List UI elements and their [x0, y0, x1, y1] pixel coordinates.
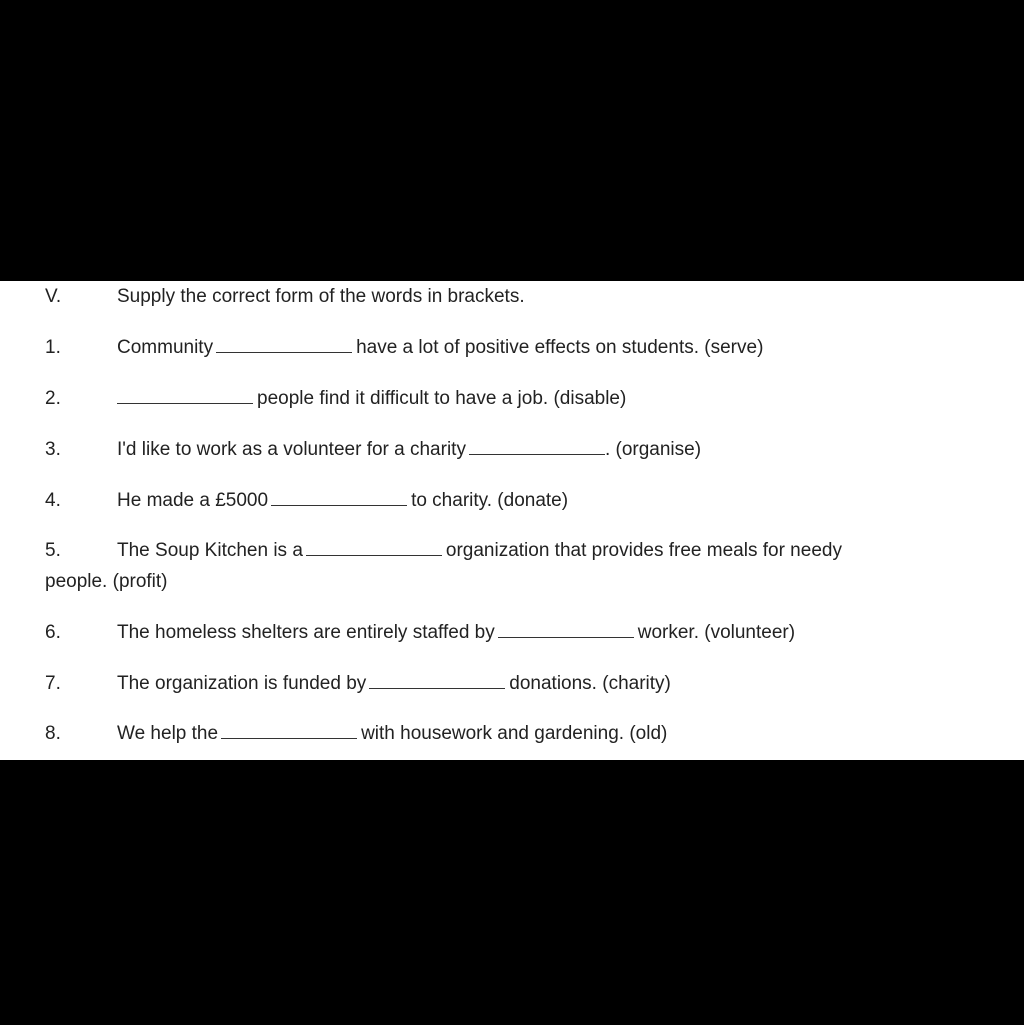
answer-blank[interactable] — [369, 678, 505, 689]
question-number: 4. — [45, 490, 61, 511]
question-text-before: Community — [117, 337, 214, 358]
question-text-before: We help the — [117, 723, 219, 744]
question-number: 8. — [45, 723, 61, 744]
question-text-before: He made a £5000 — [117, 490, 269, 511]
answer-blank[interactable] — [498, 627, 634, 638]
question-text-after: organization that provides free meals for needy — [445, 540, 842, 561]
answer-blank[interactable] — [216, 342, 352, 353]
question-text-after: people find it difficult to have a job. (disable) — [257, 388, 627, 409]
answer-blank[interactable] — [306, 545, 442, 556]
worksheet — [0, 281, 1024, 760]
question-text-before: The organization is funded by — [117, 673, 367, 694]
question-text-before: I'd like to work as a volunteer for a charity — [117, 439, 466, 460]
question-text-before: The homeless shelters are entirely staffed by — [117, 622, 495, 643]
question-number: 5. — [45, 540, 61, 561]
question-text-after: worker. (volunteer) — [637, 622, 796, 643]
question-text-after: have a lot of positive effects on students. (serve) — [356, 337, 764, 358]
question-number: 6. — [45, 622, 61, 643]
answer-blank[interactable] — [271, 495, 407, 506]
heading-number: V. — [45, 286, 62, 307]
question-text-continuation: people. (profit) — [45, 571, 168, 592]
question-text-after: with housework and gardening. (old) — [361, 723, 668, 744]
question-text-before: The Soup Kitchen is a — [117, 540, 303, 561]
question-number: 2. — [45, 388, 61, 409]
answer-blank[interactable] — [117, 393, 253, 404]
question-text-after: . (organise) — [604, 439, 702, 460]
question-text-after: donations. (charity) — [509, 673, 671, 694]
question-text-after: to charity. (donate) — [411, 490, 569, 511]
question-number: 3. — [45, 439, 61, 460]
question-number: 7. — [45, 673, 61, 694]
question-number: 1. — [45, 337, 61, 358]
answer-blank[interactable] — [469, 444, 605, 455]
answer-blank[interactable] — [221, 728, 357, 739]
heading-text: Supply the correct form of the words in brackets. — [117, 286, 525, 307]
